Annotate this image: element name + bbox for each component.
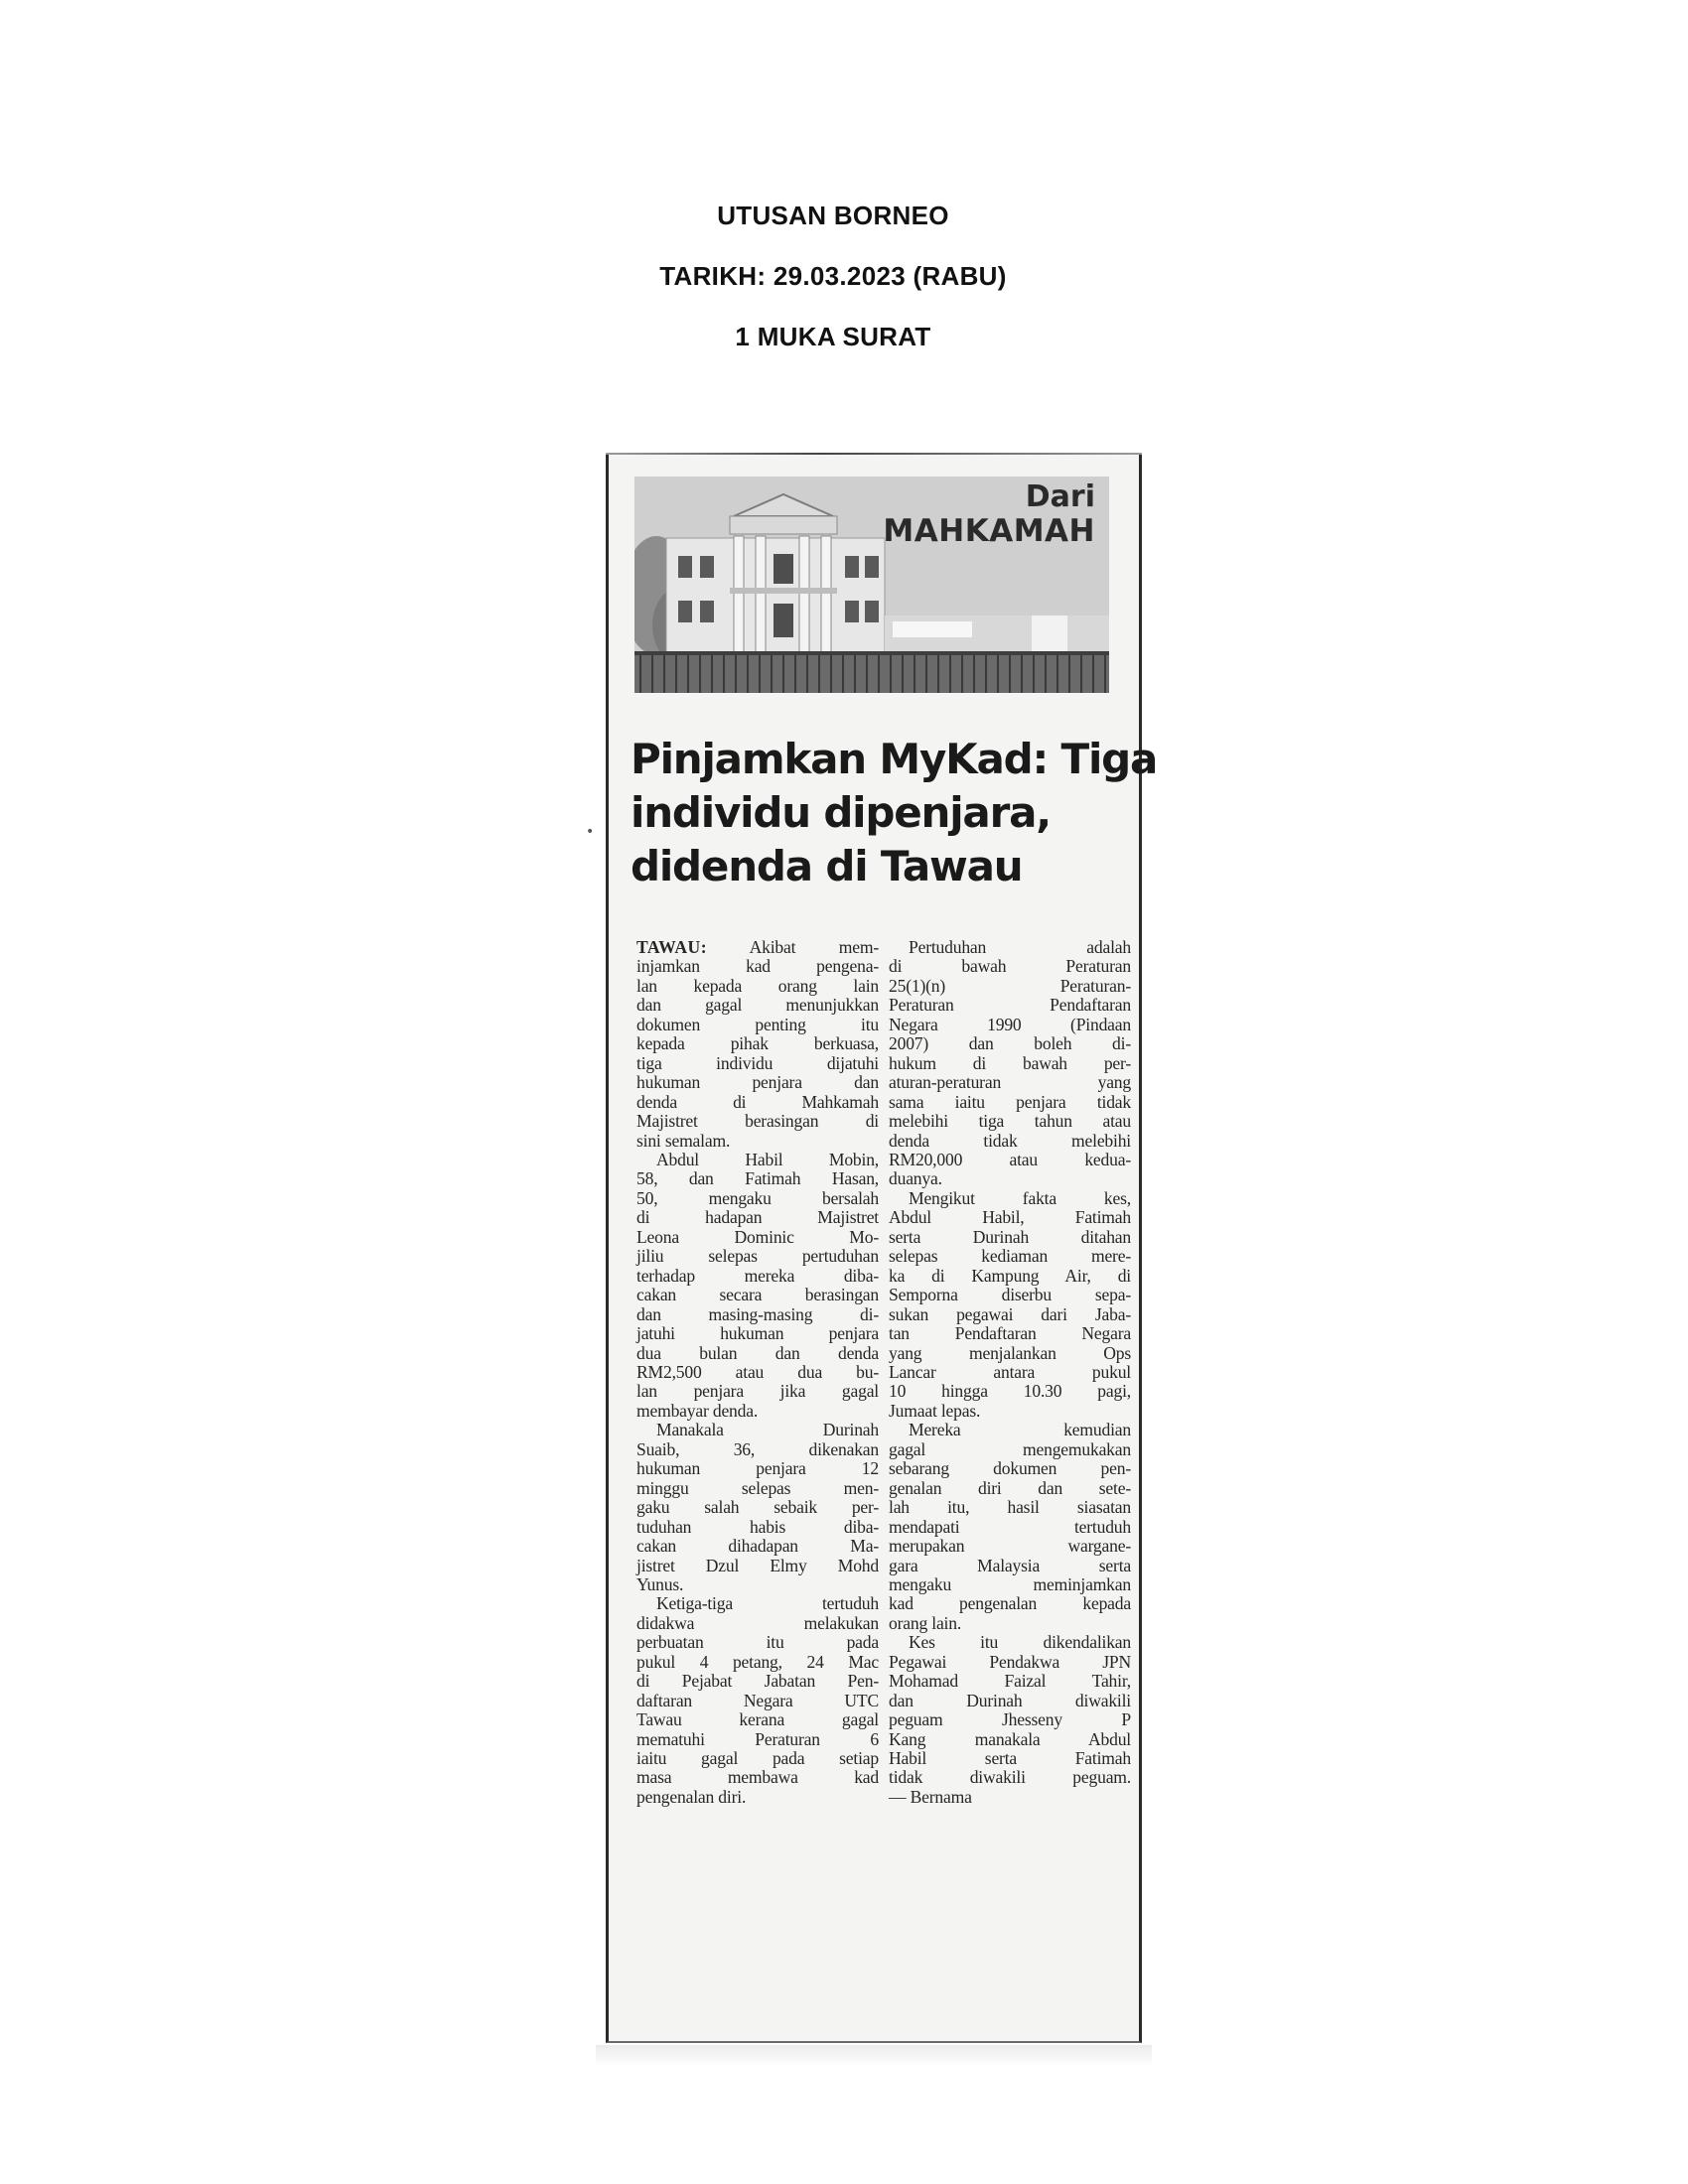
body-line: sini semalam. bbox=[636, 1130, 731, 1151]
body-line bbox=[636, 938, 879, 957]
body-line: lan kepada orang lain bbox=[636, 975, 879, 996]
body-line: di hadapan Majistret bbox=[636, 1207, 879, 1228]
body-line: dan Durinah diwakili bbox=[889, 1690, 1131, 1710]
body-line: hukuman penjara 12 bbox=[636, 1458, 879, 1479]
body-line: Mohamad Faizal Tahir, bbox=[889, 1671, 1131, 1692]
body-line: Majistret berasingan di bbox=[636, 1111, 879, 1132]
body-line: Peraturan Pendaftaran bbox=[889, 995, 1131, 1016]
courthouse-photo bbox=[634, 477, 1109, 693]
body-line: orang lain. bbox=[889, 1612, 962, 1633]
body-line: tuduhan habis diba- bbox=[636, 1516, 879, 1537]
scan-speck: • bbox=[586, 824, 595, 840]
body-line: serta Durinah ditahan bbox=[889, 1226, 1131, 1247]
body-line: sama iaitu penjara tidak bbox=[889, 1091, 1131, 1112]
article-column-left bbox=[636, 938, 879, 1807]
body-line: 10 hingga 10.30 pagi, bbox=[889, 1381, 1131, 1402]
body-line: cakan dihadapan Ma- bbox=[636, 1536, 879, 1557]
body-line: 25(1)(n) Peraturan- bbox=[889, 975, 1131, 996]
body-line-text: Akibat mem- bbox=[749, 937, 879, 957]
clipping-shadow bbox=[596, 2045, 1152, 2067]
body-line: gara Malaysia serta bbox=[889, 1555, 1131, 1575]
publication-date: TARIKH: 29.03.2023 (RABU) bbox=[659, 261, 1007, 291]
body-line: — Bernama bbox=[889, 1786, 972, 1807]
body-line: Mereka kemudian bbox=[909, 1420, 1131, 1440]
body-line: tidak diwakili peguam. bbox=[889, 1767, 1131, 1788]
headline-line: didenda di Tawau bbox=[631, 842, 1023, 890]
body-line: kad pengenalan kepada bbox=[889, 1593, 1131, 1614]
body-line: membayar denda. bbox=[636, 1400, 759, 1421]
body-line: didakwa melakukan bbox=[636, 1612, 879, 1633]
body-line: RM20,000 atau kedua- bbox=[889, 1149, 1131, 1169]
body-line: Abdul Habil Mobin, bbox=[656, 1149, 879, 1169]
body-line: dokumen penting itu bbox=[636, 1014, 879, 1034]
body-line: melebihi tiga tahun atau bbox=[889, 1111, 1131, 1132]
body-line: mengaku meminjamkan bbox=[889, 1573, 1131, 1594]
body-line: sukan pegawai dari Jaba- bbox=[889, 1303, 1131, 1324]
body-line: perbuatan itu pada bbox=[636, 1632, 879, 1653]
body-line: ka di Kampung Air, di bbox=[889, 1265, 1131, 1286]
body-line: Kes itu dikendalikan bbox=[909, 1632, 1131, 1653]
body-line: jatuhi hukuman penjara bbox=[636, 1323, 879, 1344]
publication-name: UTUSAN BORNEO bbox=[717, 201, 949, 230]
body-line: iaitu gagal pada setiap bbox=[636, 1748, 879, 1769]
body-line: Negara 1990 (Pindaan bbox=[889, 1014, 1131, 1034]
headline-line: individu dipenjara, bbox=[631, 788, 1051, 837]
body-line: denda tidak melebihi bbox=[889, 1130, 1131, 1151]
headline-line: Pinjamkan MyKad: Tiga bbox=[631, 735, 1158, 783]
body-line: Habil serta Fatimah bbox=[889, 1748, 1131, 1769]
body-line: tiga individu dijatuhi bbox=[636, 1052, 879, 1073]
body-line: genalan diri dan sete- bbox=[889, 1477, 1131, 1498]
body-line: Mengikut fakta kes, bbox=[909, 1187, 1131, 1208]
kicker-line-1: Dari bbox=[1025, 479, 1095, 514]
kicker-line-2: MAHKAMAH bbox=[883, 513, 1095, 549]
body-line: sebarang dokumen pen- bbox=[889, 1458, 1131, 1479]
body-line: merupakan wargane- bbox=[889, 1536, 1131, 1557]
body-line: terhadap mereka diba- bbox=[636, 1265, 879, 1286]
body-line: di bawah Peraturan bbox=[889, 956, 1131, 977]
body-line: cakan secara berasingan bbox=[636, 1285, 879, 1305]
body-line: 58, dan Fatimah Hasan, bbox=[636, 1168, 879, 1189]
body-line: hukuman penjara dan bbox=[636, 1072, 879, 1093]
body-line: mematuhi Peraturan 6 bbox=[636, 1728, 879, 1749]
body-line: tan Pendaftaran Negara bbox=[889, 1323, 1131, 1344]
body-line: RM2,500 atau dua bu- bbox=[636, 1361, 879, 1382]
newspaper-clipping bbox=[606, 455, 1158, 2043]
body-line: Ketiga-tiga tertuduh bbox=[656, 1593, 879, 1614]
body-line: denda di Mahkamah bbox=[636, 1091, 879, 1112]
body-line: Jumaat lepas. bbox=[889, 1400, 981, 1421]
body-line: duanya. bbox=[889, 1168, 942, 1189]
body-line: Kang manakala Abdul bbox=[889, 1728, 1131, 1749]
body-line: gagal mengemukakan bbox=[889, 1438, 1131, 1459]
body-line: 2007) dan boleh di- bbox=[889, 1033, 1131, 1054]
body-line: Lancar antara pukul bbox=[889, 1361, 1131, 1382]
body-line: mendapati tertuduh bbox=[889, 1516, 1131, 1537]
body-line: di Pejabat Jabatan Pen- bbox=[636, 1671, 879, 1692]
body-line: pukul 4 petang, 24 Mac bbox=[636, 1651, 879, 1672]
body-line: Pertuduhan adalah bbox=[909, 937, 1131, 957]
body-line: peguam Jhesseny P bbox=[889, 1709, 1131, 1730]
body-line: Pegawai Pendakwa JPN bbox=[889, 1651, 1131, 1672]
page-count: 1 MUKA SURAT bbox=[735, 322, 931, 351]
body-line: jiliu selepas pertuduhan bbox=[636, 1246, 879, 1267]
article-column-right bbox=[889, 938, 1131, 1807]
body-line: Tawau kerana gagal bbox=[636, 1709, 879, 1730]
body-line: Suaib, 36, dikenakan bbox=[636, 1438, 879, 1459]
body-line: 50, mengaku bersalah bbox=[636, 1187, 879, 1208]
body-line: gaku salah sebaik per- bbox=[636, 1497, 879, 1518]
body-line: masa membawa kad bbox=[636, 1767, 879, 1788]
dateline: TAWAU: bbox=[636, 937, 708, 957]
body-line: selepas kediaman mere- bbox=[889, 1246, 1131, 1267]
body-line: hukum di bawah per- bbox=[889, 1052, 1131, 1073]
body-line: Abdul Habil, Fatimah bbox=[889, 1207, 1131, 1228]
body-line: pengenalan diri. bbox=[636, 1786, 747, 1807]
body-line: Leona Dominic Mo- bbox=[636, 1226, 879, 1247]
body-line: dan masing-masing di- bbox=[636, 1303, 879, 1324]
body-line: lah itu, hasil siasatan bbox=[889, 1497, 1131, 1518]
body-line: dan gagal menunjukkan bbox=[636, 995, 879, 1016]
body-line: lan penjara jika gagal bbox=[636, 1381, 879, 1402]
body-line: kepada pihak berkuasa, bbox=[636, 1033, 879, 1054]
section-kicker bbox=[883, 479, 1095, 549]
body-line: Manakala Durinah bbox=[656, 1420, 879, 1440]
body-line: Yunus. bbox=[636, 1573, 684, 1594]
body-line: dua bulan dan denda bbox=[636, 1342, 879, 1363]
body-line: jistret Dzul Elmy Mohd bbox=[636, 1555, 879, 1575]
article-headline bbox=[631, 733, 1158, 893]
body-line: injamkan kad pengena- bbox=[636, 956, 879, 977]
body-line: aturan-peraturan yang bbox=[889, 1072, 1131, 1093]
body-line: Semporna diserbu sepa- bbox=[889, 1285, 1131, 1305]
body-line: daftaran Negara UTC bbox=[636, 1690, 879, 1710]
body-line: yang menjalankan Ops bbox=[889, 1342, 1131, 1363]
body-line: minggu selepas men- bbox=[636, 1477, 879, 1498]
